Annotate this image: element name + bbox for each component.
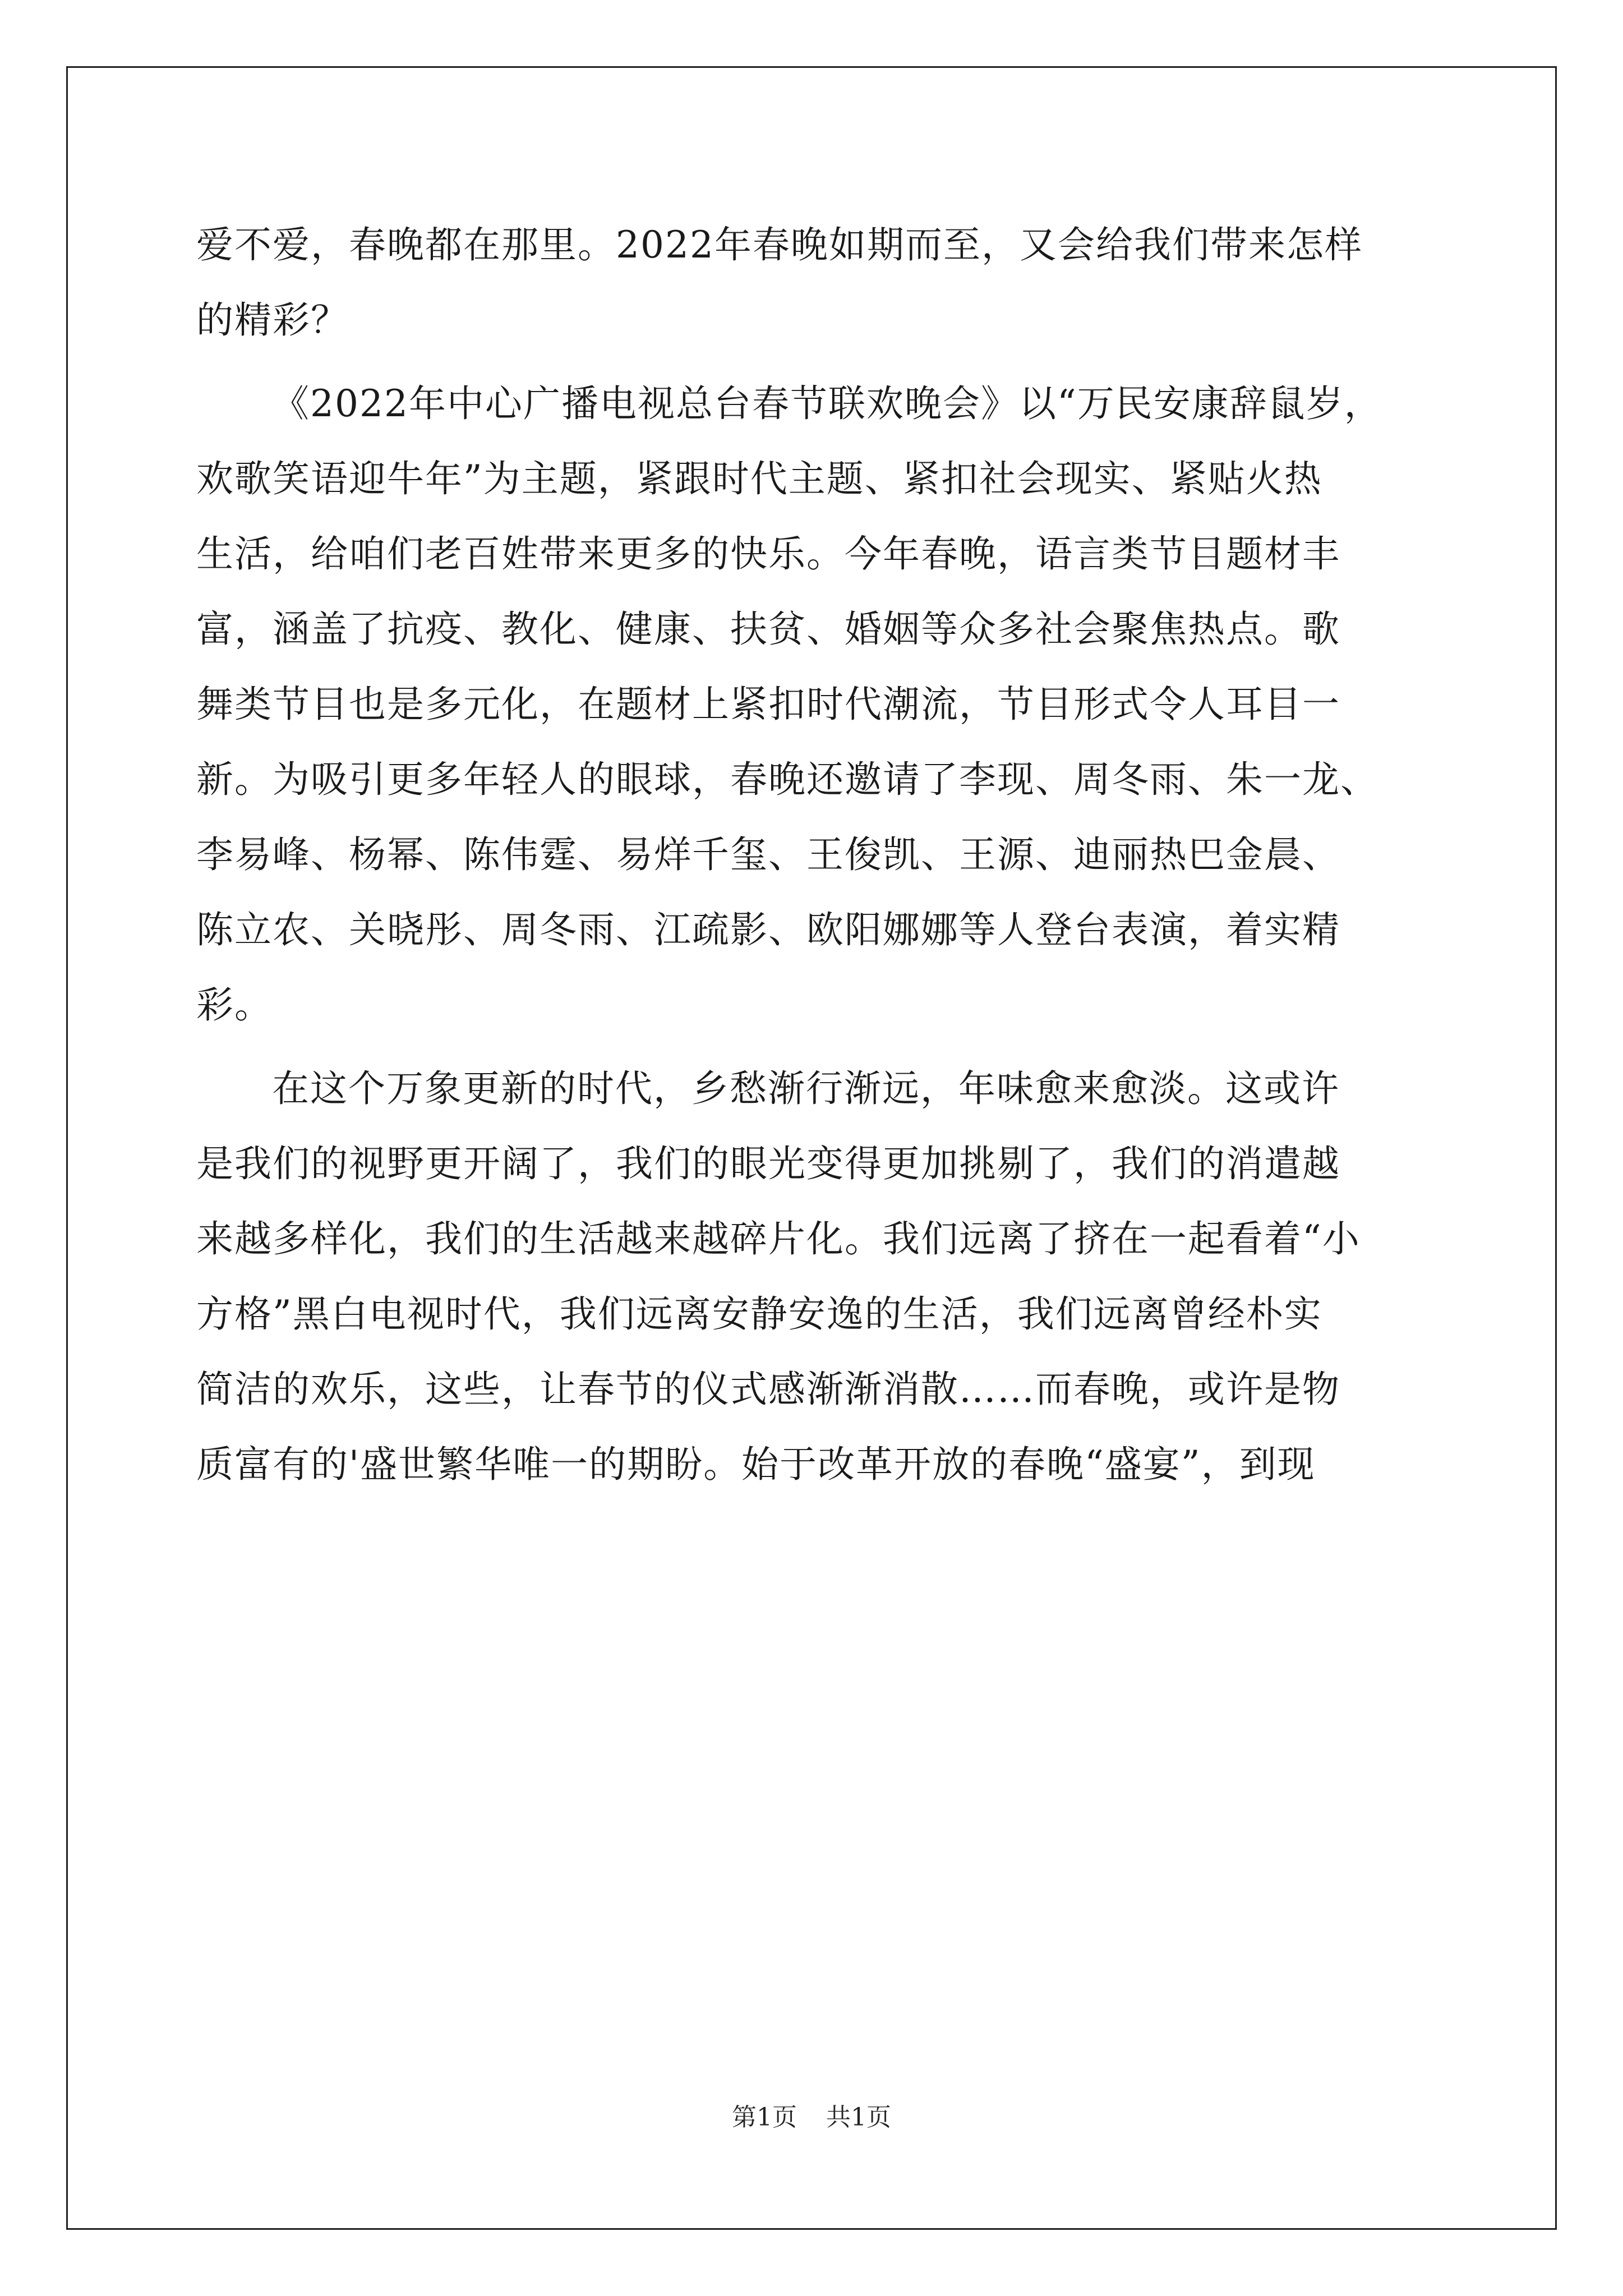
text-line: 《2022年中心广播电视总台春节联欢晚会》以“万民安康辞鼠岁， [272,382,1382,425]
document-body [196,208,1447,1511]
text-line: 生活，给咱们老百姓带来更多的快乐。今年春晚，语言类节目题材丰 [196,532,1340,576]
page-footer [0,2101,1623,2134]
paragraph-3 [196,1051,1447,1502]
text-line: 来越多样化，我们的生活越来越碎片化。我们远离了挤在一起看着“小 [196,1217,1361,1260]
paragraph-2 [196,366,1447,1043]
page-number: 第1页 [732,2103,797,2132]
text-line: 在这个万象更新的时代，乡愁渐行渐远，年味愈来愈淡。这或许 [272,1067,1340,1110]
text-line: 彩。 [196,983,273,1027]
text-line: 欢歌笑语迎牛年”为主题，紧跟时代主题、紧扣社会现实、紧贴火热 [196,457,1322,500]
text-line: 方格”黑白电视时代，我们远离安静安逸的生活，我们远离曾经朴实 [196,1292,1322,1336]
text-line: 舞类节目也是多元化，在题材上紧扣时代潮流，节目形式令人耳目一 [196,683,1340,726]
paragraph-1 [196,208,1447,358]
text-line: 简洁的欢乐，这些，让春节的仪式感渐渐消散……而春晚，或许是物 [196,1368,1340,1411]
text-line: 爱不爱，春晚都在那里。2022年春晚如期而至，又会给我们带来怎样 [196,223,1363,266]
text-line: 是我们的视野更开阔了，我们的眼光变得更加挑剔了，我们的消遣越 [196,1142,1340,1185]
text-line: 李易峰、杨幂、陈伟霆、易烊千玺、王俊凯、王源、迪丽热巴金晨、 [196,833,1340,876]
text-line: 富，涵盖了抗疫、教化、健康、扶贫、婚姻等众多社会聚焦热点。歌 [196,608,1340,651]
text-line: 的精彩？ [196,298,349,342]
text-line: 陈立农、关晓彤、周冬雨、江疏影、欧阳娜娜等人登台表演，着实精 [196,908,1340,951]
text-line: 质富有的'盛世繁华唯一的期盼。始于改革开放的春晚“盛宴”，到现 [196,1443,1316,1486]
text-line: 新。为吸引更多年轻人的眼球，春晚还邀请了李现、周冬雨、朱一龙、 [196,758,1378,801]
page-total: 共1页 [826,2103,891,2132]
